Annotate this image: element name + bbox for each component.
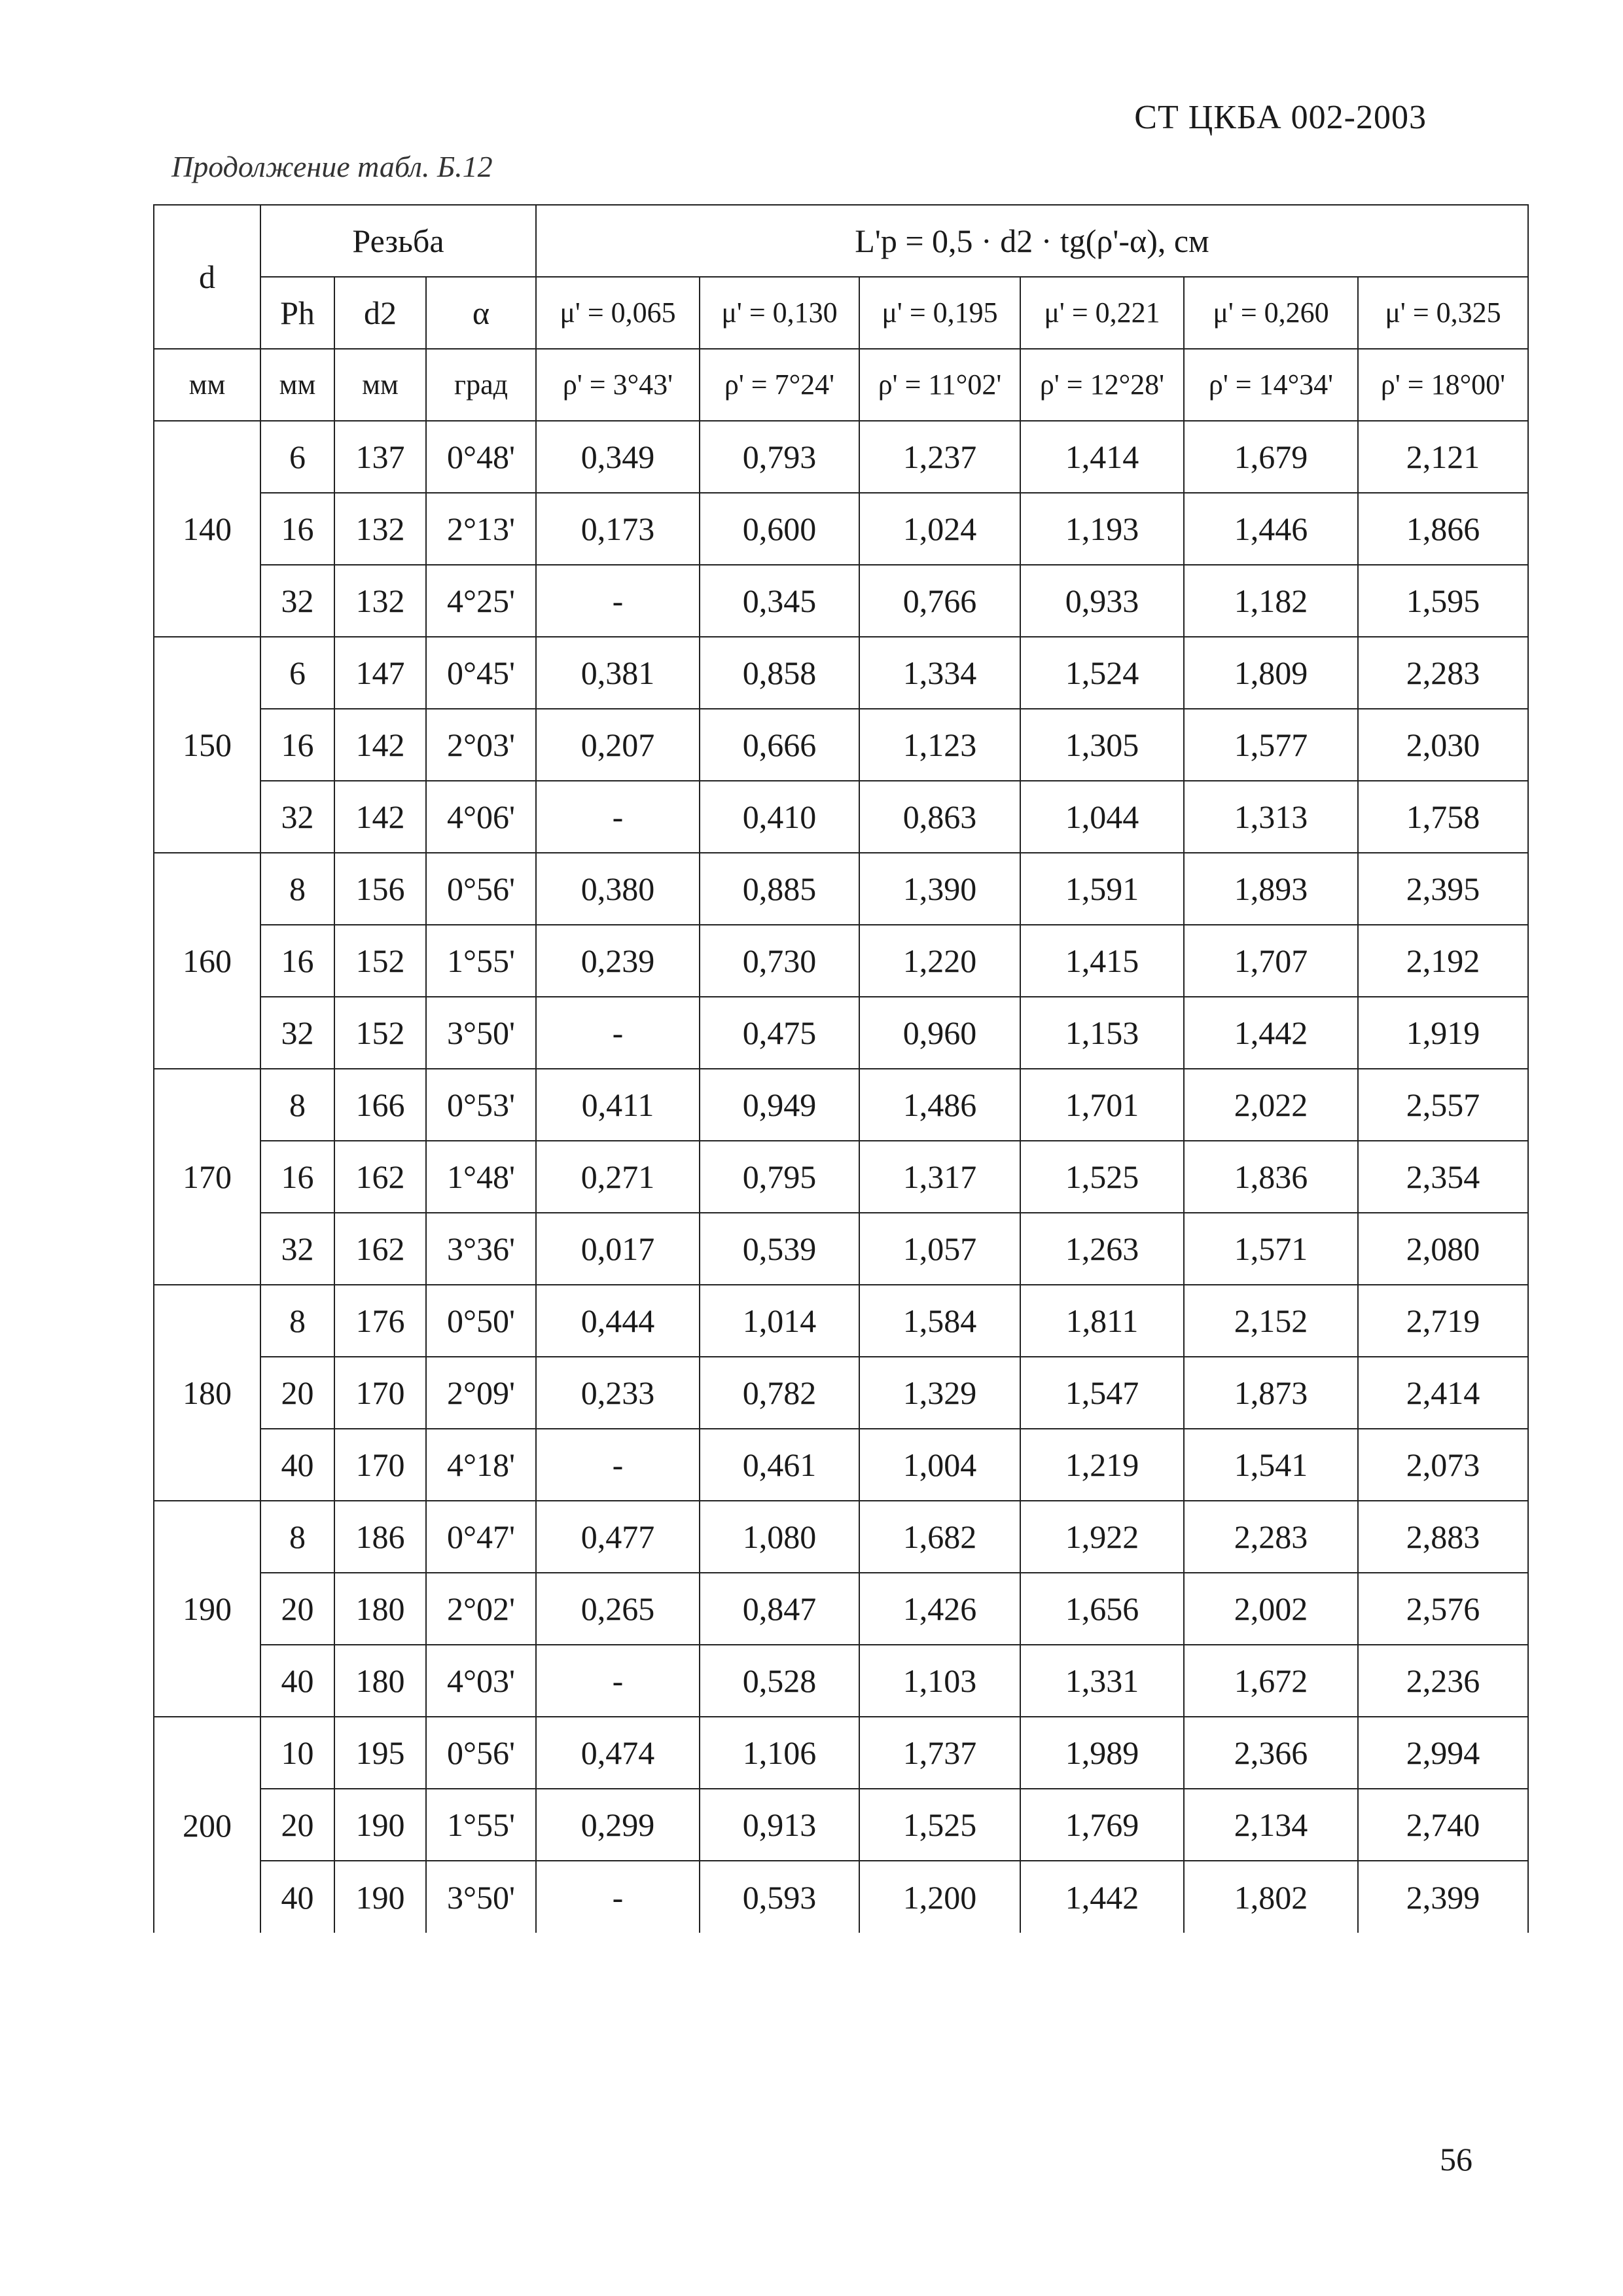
header-rho: ρ' = 12°28' [1020,349,1184,421]
header-rho: ρ' = 14°34' [1184,349,1358,421]
table-cell: 1,541 [1184,1429,1358,1501]
table-cell: 1,219 [1020,1429,1184,1501]
table-cell: - [536,1429,700,1501]
table-row [154,1717,1528,1789]
header-rho: ρ' = 11°02' [859,349,1020,421]
table-cell: 1,486 [859,1069,1020,1141]
table-cell: 170 [334,1357,426,1429]
table-row [154,1789,1528,1861]
table-cell: 2,134 [1184,1789,1358,1861]
table-cell: 1,769 [1020,1789,1184,1861]
header-d: d [154,205,260,349]
table-cell: 1,525 [859,1789,1020,1861]
table-cell: 0,730 [700,925,859,997]
table-cell: 2,740 [1358,1789,1528,1861]
table-cell: 6 [260,421,334,493]
table-cell: 1°55' [426,1789,536,1861]
table-cell: 1,014 [700,1285,859,1357]
table-cell: 0,666 [700,709,859,781]
table-cell: 1,182 [1184,565,1358,637]
table-cell: 2,121 [1358,421,1528,493]
table-cell: 0,782 [700,1357,859,1429]
table-cell: 1,237 [859,421,1020,493]
table-cell: 0,380 [536,853,700,925]
table-cell: 195 [334,1717,426,1789]
header-rho: ρ' = 18°00' [1358,349,1528,421]
table-cell: 0,444 [536,1285,700,1357]
table-cell: 0,461 [700,1429,859,1501]
table-cell: 0,299 [536,1789,700,1861]
cell-d: 170 [154,1069,260,1285]
table-cell: 1,329 [859,1357,1020,1429]
table-cell: 2,283 [1358,637,1528,709]
table-cell: 2,576 [1358,1573,1528,1645]
table-cell: 152 [334,925,426,997]
table-cell: 137 [334,421,426,493]
table-cell: 20 [260,1789,334,1861]
table-cell: 1,313 [1184,781,1358,853]
table-cell: 3°50' [426,1861,536,1933]
table-cell: 162 [334,1141,426,1213]
header-mu: μ' = 0,130 [700,277,859,349]
table-cell: 0°45' [426,637,536,709]
table-row [154,493,1528,565]
table-cell: 156 [334,853,426,925]
unit-d2: мм [334,349,426,421]
cell-d: 190 [154,1501,260,1717]
header-mu: μ' = 0,195 [859,277,1020,349]
table-cell: - [536,565,700,637]
table-cell: 2,883 [1358,1501,1528,1573]
table-cell: 0,766 [859,565,1020,637]
table-cell: 0,410 [700,781,859,853]
table-cell: 0°53' [426,1069,536,1141]
table-cell: 1,524 [1020,637,1184,709]
table-cell: 2,283 [1184,1501,1358,1573]
table-cell: 1,525 [1020,1141,1184,1213]
table-cell: 3°50' [426,997,536,1069]
table-cell: 1,103 [859,1645,1020,1717]
table-row [154,1213,1528,1285]
table-cell: 0°50' [426,1285,536,1357]
table-cell: 1,682 [859,1501,1020,1573]
table-cell: 1,414 [1020,421,1184,493]
table-cell: 2,022 [1184,1069,1358,1141]
table-cell: 152 [334,997,426,1069]
table-cell: 1,679 [1184,421,1358,493]
unit-alpha: град [426,349,536,421]
table-cell: 1,922 [1020,1501,1184,1573]
table-cell: 1,919 [1358,997,1528,1069]
table-cell: 0,960 [859,997,1020,1069]
cell-d: 140 [154,421,260,637]
page-number: 56 [1440,2141,1472,2178]
table-cell: 1,656 [1020,1573,1184,1645]
table-cell: 2,395 [1358,853,1528,925]
table-cell: 1,591 [1020,853,1184,925]
table-cell: 1,390 [859,853,1020,925]
header-mu: μ' = 0,260 [1184,277,1358,349]
table-row [154,1861,1528,1933]
table-cell: 2,080 [1358,1213,1528,1285]
table-cell: 1,577 [1184,709,1358,781]
header-mu: μ' = 0,065 [536,277,700,349]
table-cell: 1,701 [1020,1069,1184,1141]
table-cell: 190 [334,1861,426,1933]
table-cell: 0,858 [700,637,859,709]
table-cell: 0,477 [536,1501,700,1573]
table-cell: 1,442 [1184,997,1358,1069]
header-mu: μ' = 0,325 [1358,277,1528,349]
table-cell: 1,334 [859,637,1020,709]
table-cell: 0,793 [700,421,859,493]
table-cell: 147 [334,637,426,709]
table-cell: 0°48' [426,421,536,493]
table-row [154,421,1528,493]
table-cell: 0,345 [700,565,859,637]
table-cell: 190 [334,1789,426,1861]
table-cell: 1,004 [859,1429,1020,1501]
table-cell: 8 [260,1285,334,1357]
table-cell: 1,836 [1184,1141,1358,1213]
table-cell: 132 [334,493,426,565]
table-cell: 0,528 [700,1645,859,1717]
table-cell: 0,593 [700,1861,859,1933]
table-cell: 0°56' [426,853,536,925]
table-row [154,1285,1528,1357]
table-cell: 1,317 [859,1141,1020,1213]
table-cell: 2,192 [1358,925,1528,997]
table-cell: 1°48' [426,1141,536,1213]
table-cell: 6 [260,637,334,709]
table-cell: 0,933 [1020,565,1184,637]
table-row [154,709,1528,781]
table-cell: 32 [260,1213,334,1285]
table-cell: 2°03' [426,709,536,781]
table-cell: 1,571 [1184,1213,1358,1285]
table-cell: 8 [260,853,334,925]
table-row [154,997,1528,1069]
table-cell: 0,271 [536,1141,700,1213]
table-cell: 142 [334,709,426,781]
table-cell: 10 [260,1717,334,1789]
table-cell: 1,024 [859,493,1020,565]
table-cell: 1,442 [1020,1861,1184,1933]
table-cell: 2,399 [1358,1861,1528,1933]
unit-ph: мм [260,349,334,421]
table-cell: 0,600 [700,493,859,565]
table-row [154,1645,1528,1717]
table-cell: 2,354 [1358,1141,1528,1213]
header-rho: ρ' = 7°24' [700,349,859,421]
header-rho: ρ' = 3°43' [536,349,700,421]
table-cell: 2,236 [1358,1645,1528,1717]
table-cell: 2°13' [426,493,536,565]
table-cell: 0,239 [536,925,700,997]
table-cell: 2°09' [426,1357,536,1429]
table-cell: 4°18' [426,1429,536,1501]
table-cell: 1,080 [700,1501,859,1573]
table-row [154,1141,1528,1213]
table-cell: 2,030 [1358,709,1528,781]
table-cell: 0,173 [536,493,700,565]
table-cell: 0,795 [700,1141,859,1213]
table-cell: 1,106 [700,1717,859,1789]
table-cell: 1,044 [1020,781,1184,853]
table-cell: 1,263 [1020,1213,1184,1285]
table-cell: 1,809 [1184,637,1358,709]
table-cell: 16 [260,925,334,997]
table-cell: 8 [260,1501,334,1573]
table-cell: 0,885 [700,853,859,925]
table-cell: 1,057 [859,1213,1020,1285]
table-cell: 186 [334,1501,426,1573]
table-cell: 1,446 [1184,493,1358,565]
table-row [154,925,1528,997]
unit-d: мм [154,349,260,421]
table-cell: 0,539 [700,1213,859,1285]
header-d2: d2 [334,277,426,349]
table-row [154,1573,1528,1645]
table-cell: 0,474 [536,1717,700,1789]
table-cell: 180 [334,1573,426,1645]
table-cell: 1,200 [859,1861,1020,1933]
table-cell: 2,073 [1358,1429,1528,1501]
table-cell: 0,411 [536,1069,700,1141]
table-cell: - [536,781,700,853]
table-row [154,1429,1528,1501]
table-cell: 1,305 [1020,709,1184,781]
table-cell: 1,893 [1184,853,1358,925]
table-cell: 2,719 [1358,1285,1528,1357]
table-cell: 1,331 [1020,1645,1184,1717]
table-cell: 0°47' [426,1501,536,1573]
header-mu: μ' = 0,221 [1020,277,1184,349]
table-cell: 0°56' [426,1717,536,1789]
table-row [154,1357,1528,1429]
table-cell: 40 [260,1429,334,1501]
table-cell: 132 [334,565,426,637]
table-cell: 2,366 [1184,1717,1358,1789]
header-ph: Ph [260,277,334,349]
table-row [154,781,1528,853]
table-cell: 2,994 [1358,1717,1528,1789]
table-cell: 1,415 [1020,925,1184,997]
table-cell: 162 [334,1213,426,1285]
table-cell: 0,381 [536,637,700,709]
table-cell: - [536,1645,700,1717]
cell-d: 200 [154,1717,260,1933]
table-cell: 32 [260,565,334,637]
document-code: СТ ЦКБА 002-2003 [1134,99,1427,136]
table-cell: 0,913 [700,1789,859,1861]
table-cell: 1,707 [1184,925,1358,997]
table-cell: 166 [334,1069,426,1141]
table-cell: 1,989 [1020,1717,1184,1789]
table-cell: 2,414 [1358,1357,1528,1429]
table-cell: - [536,997,700,1069]
table-cell: 0,475 [700,997,859,1069]
table-cell: 1,758 [1358,781,1528,853]
table-row [154,637,1528,709]
header-resba: Резьба [260,205,536,277]
table-row [154,565,1528,637]
table-cell: 1,811 [1020,1285,1184,1357]
table-cell: 1,595 [1358,565,1528,637]
table-cell: 1,547 [1020,1357,1184,1429]
table-cell: 32 [260,781,334,853]
table-cell: 2°02' [426,1573,536,1645]
table-cell: 1,123 [859,709,1020,781]
table-cell: 20 [260,1357,334,1429]
table-cell: 2,002 [1184,1573,1358,1645]
table-cell: 0,847 [700,1573,859,1645]
table-cell: 1,153 [1020,997,1184,1069]
table-cell: 8 [260,1069,334,1141]
table-cell: 20 [260,1573,334,1645]
table-cell: 1,193 [1020,493,1184,565]
cell-d: 150 [154,637,260,853]
table-cell: 180 [334,1645,426,1717]
table-cell: 16 [260,493,334,565]
table-cell: 0,265 [536,1573,700,1645]
table-cell: 0,863 [859,781,1020,853]
table-cell: 1,672 [1184,1645,1358,1717]
table-cell: 40 [260,1645,334,1717]
table-cell: 1°55' [426,925,536,997]
table-cell: 16 [260,1141,334,1213]
table-cell: 0,949 [700,1069,859,1141]
table-cell: 1,220 [859,925,1020,997]
table-cell: 16 [260,709,334,781]
table-cell: 0,233 [536,1357,700,1429]
header-alpha: α [426,277,536,349]
table-cell: - [536,1861,700,1933]
table-cell: 0,349 [536,421,700,493]
table-row [154,1069,1528,1141]
table-cell: 4°03' [426,1645,536,1717]
data-table [153,204,1529,1933]
cell-d: 160 [154,853,260,1069]
table-cell: 0,017 [536,1213,700,1285]
table-cell: 1,584 [859,1285,1020,1357]
table-cell: 1,866 [1358,493,1528,565]
table-cell: 1,802 [1184,1861,1358,1933]
table-cell: 0,207 [536,709,700,781]
table-cell: 4°25' [426,565,536,637]
table-cell: 2,557 [1358,1069,1528,1141]
table-row [154,1501,1528,1573]
table-cell: 1,737 [859,1717,1020,1789]
table-cell: 1,426 [859,1573,1020,1645]
table-cell: 170 [334,1429,426,1501]
table-cell: 4°06' [426,781,536,853]
table-cell: 40 [260,1861,334,1933]
table-cell: 1,873 [1184,1357,1358,1429]
header-formula: L'p = 0,5 · d2 · tg(ρ'-α), см [536,205,1528,277]
table-cell: 142 [334,781,426,853]
table-cell: 2,152 [1184,1285,1358,1357]
table-cell: 3°36' [426,1213,536,1285]
table-caption: Продолжение табл. Б.12 [171,150,493,183]
table-cell: 32 [260,997,334,1069]
table-row [154,853,1528,925]
table-cell: 176 [334,1285,426,1357]
cell-d: 180 [154,1285,260,1501]
